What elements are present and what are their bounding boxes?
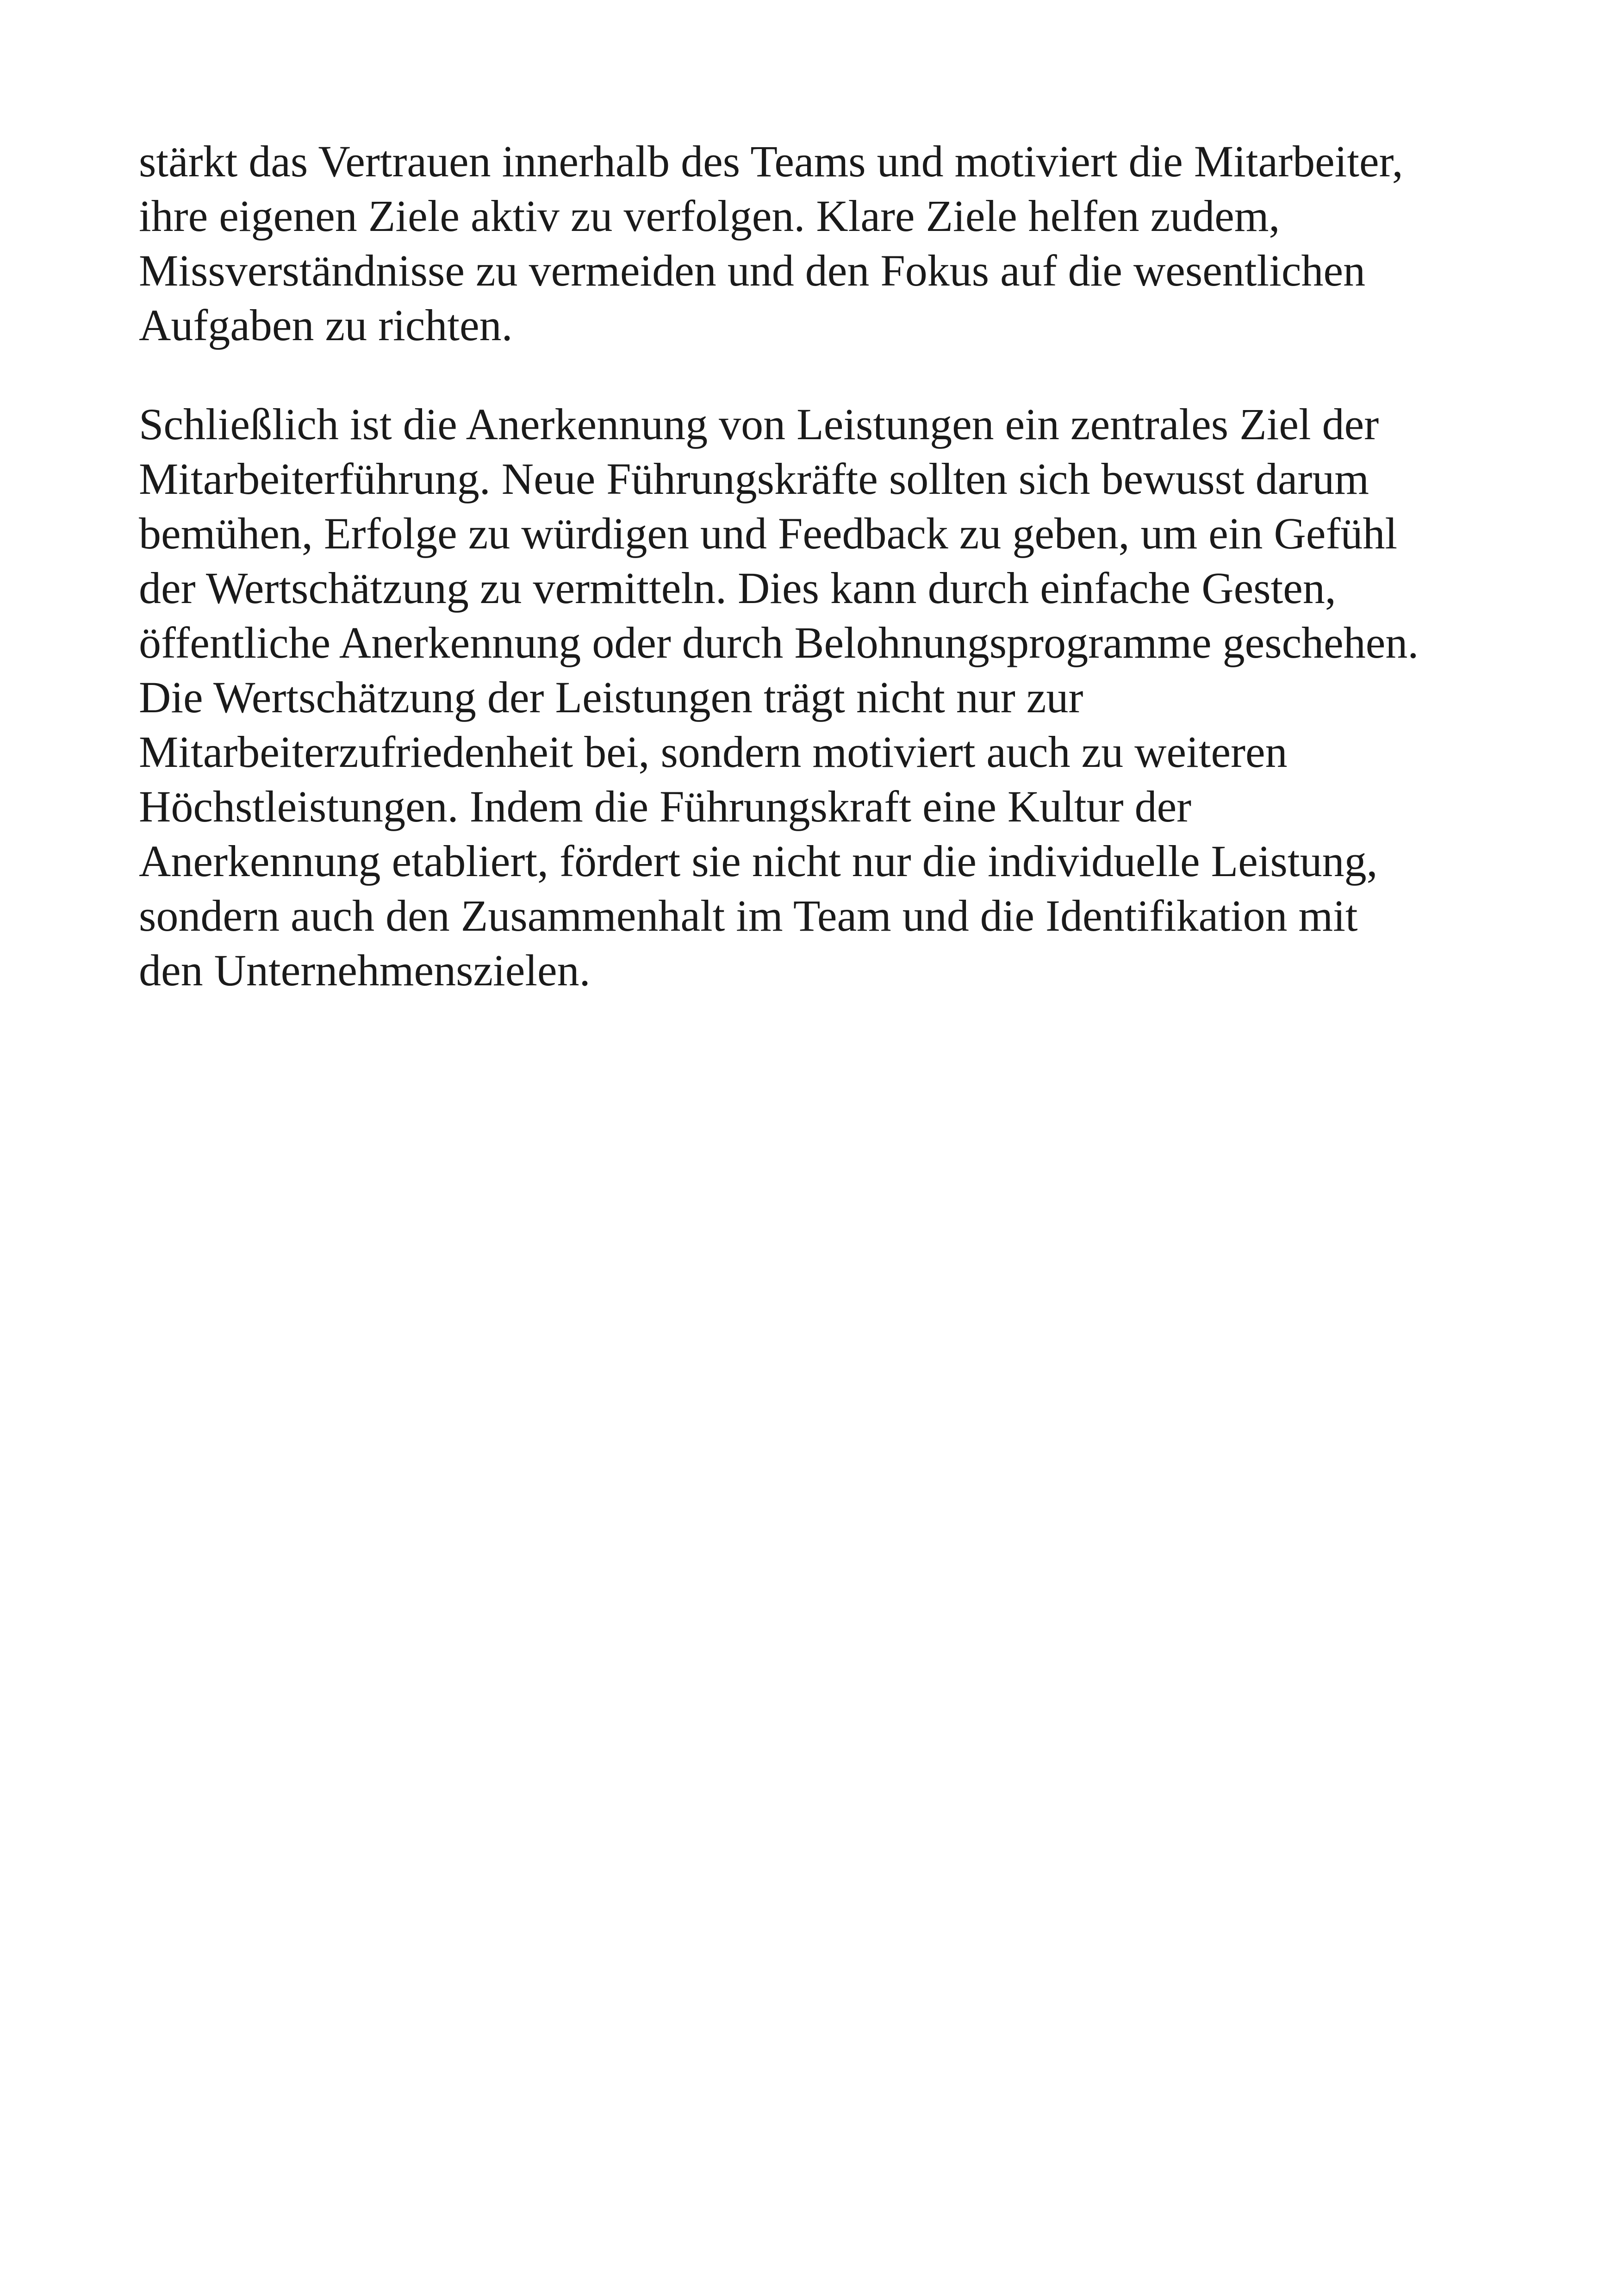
text-line: Mitarbeiterführung. Neue Führungskräfte sollten sich bewusst darum: [139, 454, 1369, 504]
paragraph-2: [139, 397, 1527, 998]
text-line: Anerkennung etabliert, fördert sie nicht nur die individuelle Leistung,: [139, 836, 1378, 886]
paragraph-1: [139, 134, 1527, 353]
text-line: ihre eigenen Ziele aktiv zu verfolgen. Klare Ziele helfen zudem,: [139, 191, 1280, 241]
text-line: öffentliche Anerkennung oder durch Belohnungsprogramme geschehen.: [139, 618, 1419, 667]
text-line: Missverständnisse zu vermeiden und den Fokus auf die wesentlichen: [139, 246, 1366, 295]
text-line: sondern auch den Zusammenhalt im Team und die Identifikation mit: [139, 891, 1358, 940]
text-line: Höchstleistungen. Indem die Führungskraft eine Kultur der: [139, 782, 1192, 831]
text-line: der Wertschätzung zu vermitteln. Dies kann durch einfache Gesten,: [139, 563, 1336, 613]
text-line: bemühen, Erfolge zu würdigen und Feedback zu geben, um ein Gefühl: [139, 509, 1398, 558]
text-line: den Unternehmenszielen.: [139, 946, 591, 995]
text-line: Die Wertschätzung der Leistungen trägt nicht nur zur: [139, 672, 1083, 722]
text-line: Schließlich ist die Anerkennung von Leistungen ein zentrales Ziel der: [139, 399, 1379, 449]
text-line: Mitarbeiterzufriedenheit bei, sondern motiviert auch zu weiteren: [139, 727, 1288, 777]
text-line: Aufgaben zu richten.: [139, 300, 513, 350]
body-text: [139, 134, 1527, 1042]
text-line: stärkt das Vertrauen innerhalb des Teams und motiviert die Mitarbeiter,: [139, 137, 1403, 186]
